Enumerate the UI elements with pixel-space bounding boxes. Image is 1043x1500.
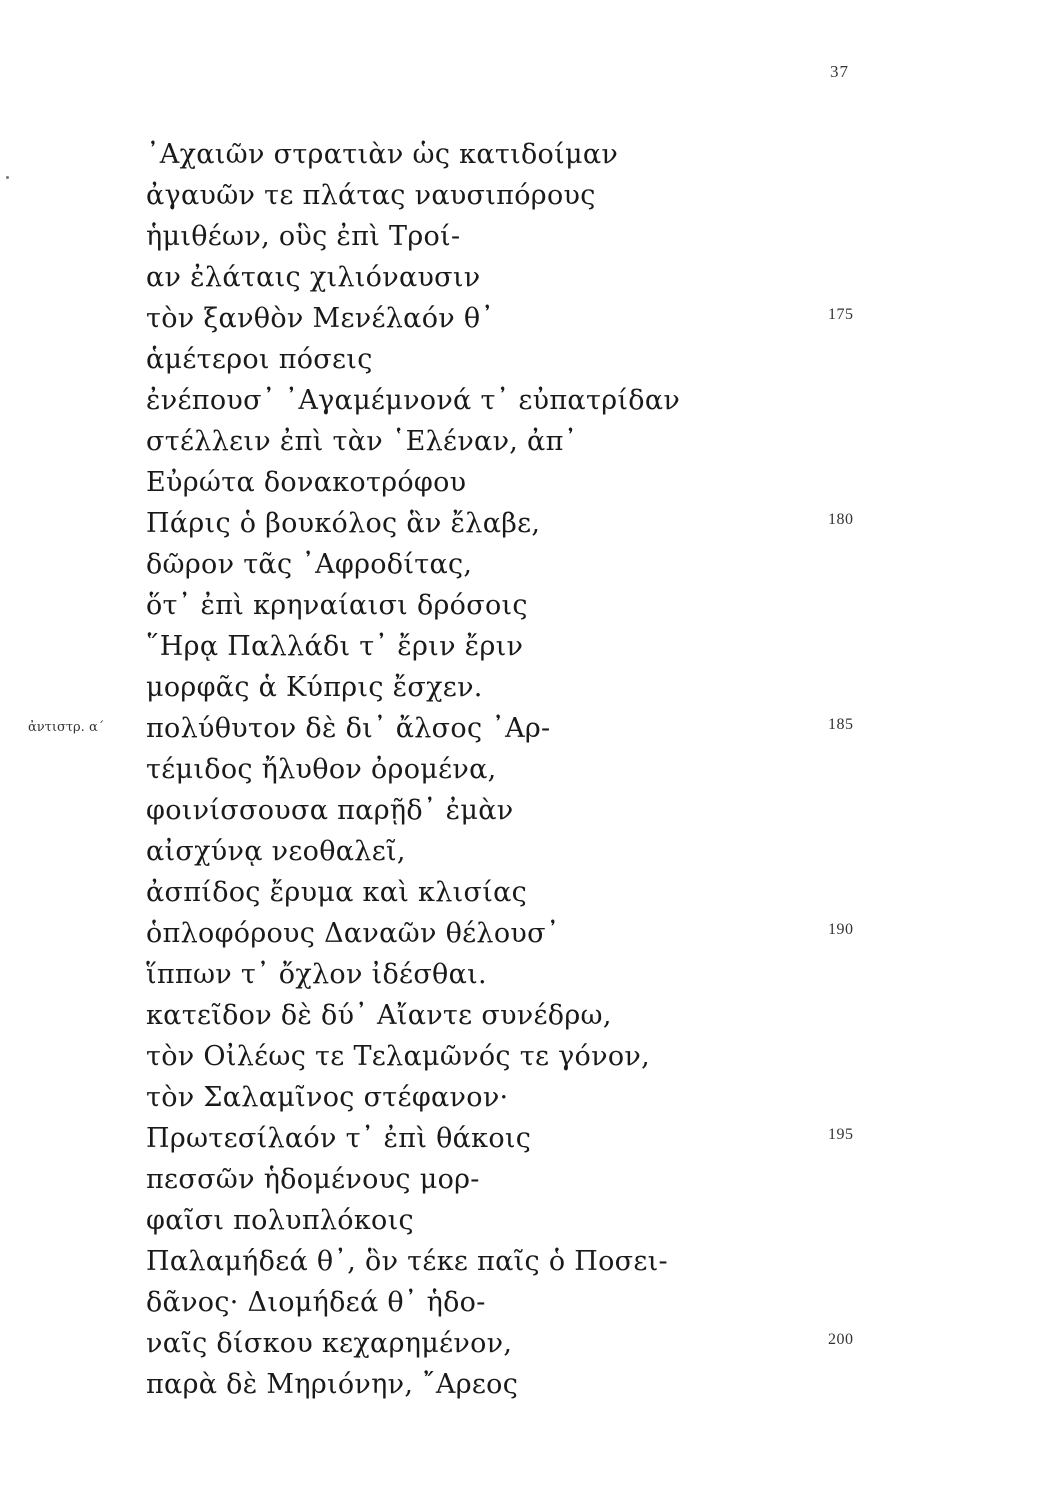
verse-text: ᾿Αχαιῶν στρατιὰν ὡς κατιδοίμαν — [146, 139, 619, 170]
page-number: 37 — [830, 62, 849, 81]
verse-text: Πρωτεσίλαόν τ᾿ ἐπὶ θάκοις — [146, 1123, 532, 1154]
line-number: 190 — [828, 921, 854, 938]
verse-line — [0, 1323, 1043, 1364]
verse-text: ναῖς δίσκου κεχαρημένον, — [146, 1328, 513, 1359]
verse-line — [0, 954, 1043, 995]
verse-line — [0, 175, 1043, 216]
verse-text: τὸν ξανθὸν Μενέλαόν θ᾿ — [146, 303, 495, 334]
verse-text: τὸν Οἰλέως τε Τελαμῶνός τε γόνον, — [146, 1041, 650, 1072]
verse-text: Εὐρώτα δονακοτρόφου — [146, 467, 467, 498]
verse-line — [0, 339, 1043, 380]
verse-text: δῶρον τᾶς ᾿Αφροδίτας, — [146, 549, 473, 580]
verse-line — [0, 1364, 1043, 1405]
verse-line — [0, 544, 1043, 585]
verse-line — [0, 298, 1043, 339]
verse-text: στέλλειν ἐπὶ τὰν ῾Ελέναν, ἀπ᾿ — [146, 426, 578, 457]
verse-line — [0, 1282, 1043, 1323]
verse-text: ἀσπίδος ἔρυμα καὶ κλισίας — [146, 877, 528, 908]
verse-text: αἰσχύνᾳ νεοθαλεῖ, — [146, 836, 406, 867]
verse-line — [0, 1159, 1043, 1200]
verse-text: ὅτ᾿ ἐπὶ κρηναίαισι δρόσοις — [146, 590, 528, 621]
verse-text: Πάρις ὁ βουκόλος ἃν ἔλαβε, — [146, 508, 541, 539]
verse-line — [0, 626, 1043, 667]
verse-line — [0, 421, 1043, 462]
verse-text: ῞Ηρᾳ Παλλάδι τ᾿ ἔριν ἔριν — [146, 631, 524, 662]
verse-text: αν ἐλάταις χιλιόναυσιν — [146, 262, 481, 293]
verse-line — [0, 831, 1043, 872]
verse-line — [0, 1200, 1043, 1241]
verse-text: δᾶνος· Διομήδεά θ᾿ ἡδο- — [146, 1287, 486, 1318]
verse-text: κατεῖδον δὲ δύ᾿ Αἴαντε συνέδρω, — [146, 1000, 612, 1031]
line-number: 195 — [828, 1126, 854, 1143]
verse-text: μορφᾶς ἁ Κύπρις ἔσχεν. — [146, 672, 483, 703]
verse-line — [0, 667, 1043, 708]
verse-text: παρὰ δὲ Μηριόνην, ῎Αρεος — [146, 1369, 519, 1400]
verse-text: πολύθυτον δὲ δι᾿ ἄλσος ᾿Αρ- — [146, 713, 551, 744]
verse-line — [0, 585, 1043, 626]
verse-line — [0, 1077, 1043, 1118]
verse-text: φοινίσσουσα παρῇδ᾿ ἐμὰν — [146, 795, 514, 826]
verse-line — [0, 503, 1043, 544]
verse-text: φαῖσι πολυπλόκοις — [146, 1205, 414, 1236]
verse-line — [0, 913, 1043, 954]
verse-text: ἐνέπουσ᾿ ᾿Αγαμέμνονά τ᾿ εὐπατρίδαν — [146, 385, 681, 416]
line-number: 180 — [828, 511, 854, 528]
verse-text: Παλαμήδεά θ᾿, ὃν τέκε παῖς ὁ Ποσει- — [146, 1246, 668, 1277]
verse-text: ἀγαυῶν τε πλάτας ναυσιπόρους — [146, 180, 596, 211]
verse-line — [0, 749, 1043, 790]
verse-line — [0, 708, 1043, 749]
verse-line — [0, 462, 1043, 503]
verse-line — [0, 216, 1043, 257]
verse-text: ἡμιθέων, οὓς ἐπὶ Τροί- — [146, 221, 461, 252]
verse-text: ὁπλοφόρους Δαναῶν θέλουσ᾿ — [146, 918, 560, 949]
verse-text: ἁμέτεροι πόσεις — [146, 344, 373, 375]
verse-text: τὸν Σαλαμῖνος στέφανον· — [146, 1082, 509, 1113]
verse-line — [0, 1241, 1043, 1282]
verse-line — [0, 1118, 1043, 1159]
verse-text: ἵππων τ᾿ ὄχλον ἰδέσθαι. — [146, 959, 487, 990]
verse-line — [0, 1036, 1043, 1077]
verse-line — [0, 995, 1043, 1036]
line-number: 175 — [828, 306, 854, 323]
verse-line — [0, 380, 1043, 421]
verse-line — [0, 790, 1043, 831]
verse-line — [0, 134, 1043, 175]
line-number: 200 — [828, 1331, 854, 1348]
verse-text: τέμιδος ἤλυθον ὀρομένα, — [146, 754, 497, 785]
verse-line — [0, 257, 1043, 298]
verse-text: πεσσῶν ἡδομένους μορ- — [146, 1164, 480, 1195]
line-number: 185 — [828, 716, 854, 733]
verse-line — [0, 872, 1043, 913]
margin-note: ἀντιστρ. α΄ — [28, 720, 105, 735]
